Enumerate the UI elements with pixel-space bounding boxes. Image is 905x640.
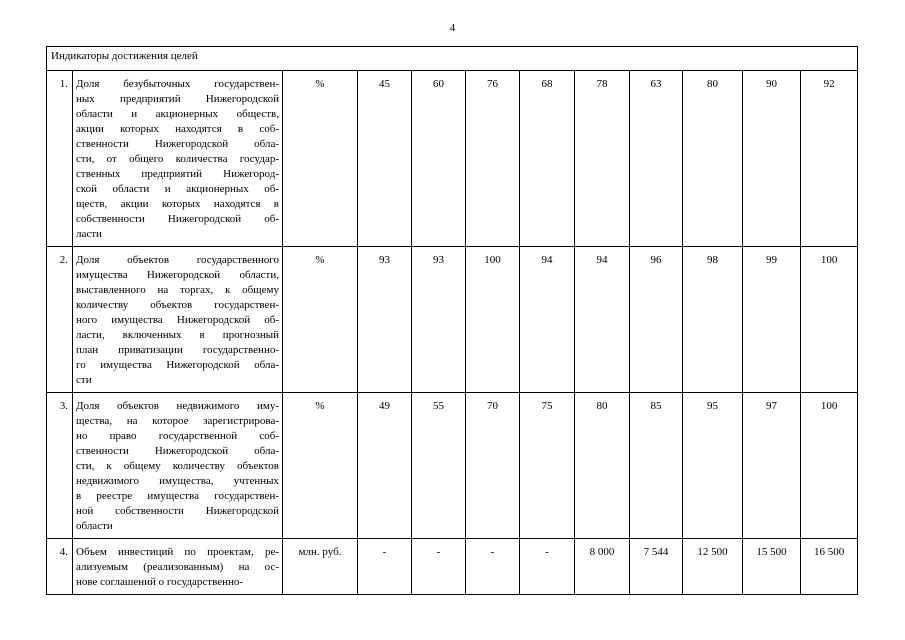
indicator-name-line: ной собственности Нижегородской <box>76 505 279 517</box>
indicator-name-line: ственности Нижегородской обла- <box>76 138 279 150</box>
value-cell: 80 <box>575 393 630 539</box>
value-cell: 93 <box>412 247 466 393</box>
unit-cell: % <box>283 247 358 393</box>
indicator-name <box>73 71 283 247</box>
unit-cell: млн. руб. <box>283 539 358 595</box>
indicator-name-line: недвижимого имущества, учтенных <box>76 475 279 487</box>
indicator-name-line: щества, на которое зарегистрирова- <box>76 415 279 427</box>
row-number: 2. <box>47 247 73 393</box>
indicator-name-line: но право государственной соб- <box>76 430 279 442</box>
value-cell: 100 <box>801 247 858 393</box>
value-cell: 15 500 <box>743 539 801 595</box>
value-cell: 96 <box>630 247 683 393</box>
value-cell: 94 <box>520 247 575 393</box>
value-cell: - <box>466 539 520 595</box>
indicator-name-line: сти <box>76 374 92 386</box>
value-cell: 97 <box>743 393 801 539</box>
value-cell: 99 <box>743 247 801 393</box>
indicator-name-line: собственности Нижегородской об- <box>76 213 279 225</box>
indicator-name-line: план приватизации государственно- <box>76 344 279 356</box>
indicator-name <box>73 393 283 539</box>
value-cell: 8 000 <box>575 539 630 595</box>
value-cell: 76 <box>466 71 520 247</box>
value-cell: 98 <box>683 247 743 393</box>
value-cell: 78 <box>575 71 630 247</box>
value-cell: 68 <box>520 71 575 247</box>
value-cell: 55 <box>412 393 466 539</box>
value-cell: 95 <box>683 393 743 539</box>
unit-cell: % <box>283 393 358 539</box>
indicator-name-line: ственных предприятий Нижегород- <box>76 168 279 180</box>
value-cell: 90 <box>743 71 801 247</box>
value-cell: 94 <box>575 247 630 393</box>
value-cell: 80 <box>683 71 743 247</box>
indicator-name-line: Объем инвестиций по проектам, ре- <box>76 546 279 558</box>
value-cell: 16 500 <box>801 539 858 595</box>
table-row <box>47 71 858 247</box>
table-row <box>47 393 858 539</box>
indicator-name-line: имущества Нижегородской области, <box>76 269 279 281</box>
indicator-name-line: количеству объектов государствен- <box>76 299 279 311</box>
indicator-name-line: Доля объектов государственного <box>76 254 279 266</box>
value-cell: - <box>412 539 466 595</box>
indicator-name-line: сти, к общему количеству объектов <box>76 460 279 472</box>
indicator-name-line: нове соглашений о государственно- <box>76 576 244 588</box>
indicator-name <box>73 539 283 595</box>
indicator-name-line: ализуемым (реализованным) на ос- <box>76 561 279 573</box>
indicator-name-line: ществ, акции которых находятся в <box>76 198 279 210</box>
page-number: 4 <box>449 22 456 34</box>
indicator-name <box>73 247 283 393</box>
row-number: 4. <box>47 539 73 595</box>
value-cell: 7 544 <box>630 539 683 595</box>
indicator-name-line: ственности Нижегородской обла- <box>76 445 279 457</box>
row-number: 3. <box>47 393 73 539</box>
indicator-name-line: ного имущества Нижегородской об- <box>76 314 279 326</box>
indicator-name-line: Доля объектов недвижимого иму- <box>76 400 279 412</box>
indicator-name-line: го имущества Нижегородской обла- <box>76 359 279 371</box>
unit-cell: % <box>283 71 358 247</box>
value-cell: 100 <box>466 247 520 393</box>
row-number: 1. <box>47 71 73 247</box>
indicator-name-line: сти, от общего количества государ- <box>76 153 279 165</box>
indicator-name-line: ных предприятий Нижегородской <box>76 93 279 105</box>
value-cell: 63 <box>630 71 683 247</box>
table-row <box>47 247 858 393</box>
value-cell: 49 <box>358 393 412 539</box>
indicator-name-line: области <box>76 520 113 532</box>
indicator-name-line: в реестре имущества государствен- <box>76 490 279 502</box>
indicator-name-line: ской области и акционерных об- <box>76 183 279 195</box>
value-cell: 85 <box>630 393 683 539</box>
value-cell: 70 <box>466 393 520 539</box>
value-cell: - <box>358 539 412 595</box>
section-header: Индикаторы достижения целей <box>47 47 858 71</box>
value-cell: 93 <box>358 247 412 393</box>
value-cell: 60 <box>412 71 466 247</box>
value-cell: - <box>520 539 575 595</box>
indicator-name-line: области и акционерных обществ, <box>76 108 279 120</box>
indicator-name-line: акции которых находятся в соб- <box>76 123 279 135</box>
value-cell: 45 <box>358 71 412 247</box>
indicator-name-line: ласти <box>76 228 102 240</box>
section-header-row <box>47 47 858 71</box>
value-cell: 92 <box>801 71 858 247</box>
table-row <box>47 539 858 595</box>
indicator-name-line: Доля безубыточных государствен- <box>76 78 279 90</box>
value-cell: 12 500 <box>683 539 743 595</box>
indicators-table <box>46 46 858 595</box>
value-cell: 75 <box>520 393 575 539</box>
value-cell: 100 <box>801 393 858 539</box>
indicator-name-line: выставленного на торгах, к общему <box>76 284 279 296</box>
indicator-name-line: ласти, включенных в прогнозный <box>76 329 279 341</box>
